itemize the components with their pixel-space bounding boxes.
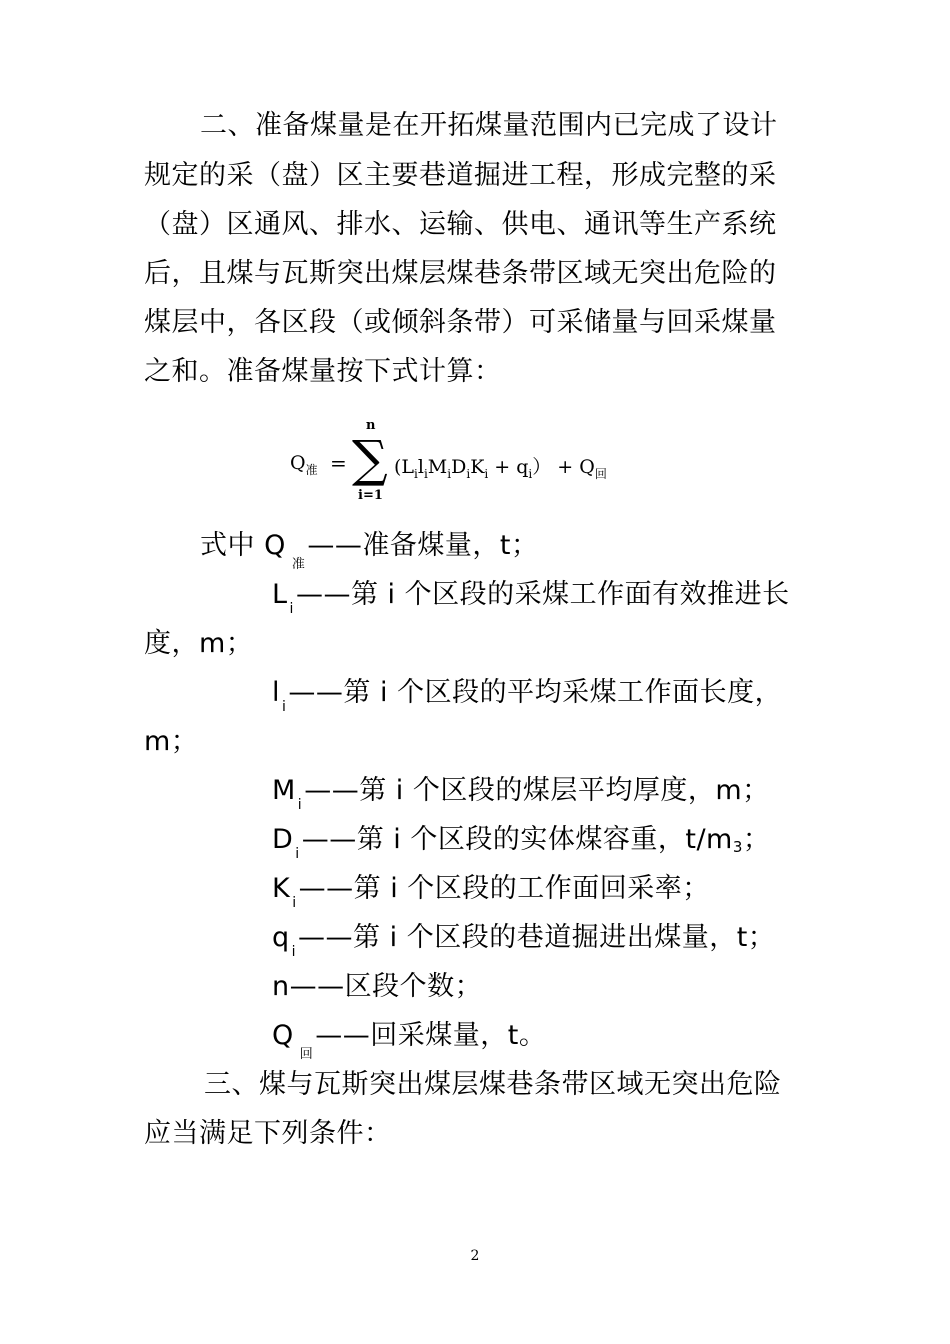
summation-sign: ∑ <box>352 430 388 488</box>
def-q-prep: 式中 $Q_准——$准备煤量，t； <box>200 530 539 572</box>
formula-upper-limit: n <box>366 418 376 433</box>
def-q-recovery: $Q_回——$回采煤量，t。 <box>272 1020 547 1062</box>
para2-line-1: 二、准备煤量是在开拓煤量范围内已完成了设计 <box>200 110 778 141</box>
formula-equals: = <box>330 451 347 475</box>
para2-line-5: 煤层中，各区段（或倾斜条带）可采储量与回采煤量 <box>144 307 777 338</box>
para3-line-1: 三、煤与瓦斯突出煤层煤巷条带区域无突出危险 <box>204 1069 782 1100</box>
def-q: q $_i$——第 i 个区段的巷道掘进出煤量，t； <box>272 922 776 960</box>
def-n: n——区段个数； <box>272 971 483 1002</box>
formula-image <box>290 418 690 510</box>
para2-line-3: （盘）区通风、排水、运输、供电、通讯等生产系统 <box>144 209 777 240</box>
def-D: D $_i$——第 i 个区段的实体煤容重，t/m3； <box>272 824 771 862</box>
para2-line-4: 后，且煤与瓦斯突出煤层煤巷条带区域无突出危险的 <box>144 258 777 289</box>
formula-lhs: $Q_准$ <box>290 452 318 477</box>
para2-line-2: 规定的采（盘）区主要巷道掘进工程，形成完整的采 <box>144 160 777 191</box>
def-l: l $_i$——第 i 个区段的平均采煤工作面长度， <box>272 677 783 715</box>
def-L: L $_i$——第 i 个区段的采煤工作面有效推进长 <box>272 579 790 617</box>
def-L-cont: 度，m； <box>144 628 254 659</box>
def-l-cont: m； <box>144 726 199 757</box>
def-K: K $_i$——第 i 个区段的工作面回采率； <box>272 873 710 911</box>
formula-lower-limit: i=1 <box>358 488 383 503</box>
def-M: M $_i$——第 i 个区段的煤层平均厚度，m； <box>272 775 770 813</box>
para2-line-6: 之和。准备煤量按下式计算： <box>144 356 502 387</box>
page-number: 2 <box>470 1248 480 1264</box>
para3-line-2: 应当满足下列条件： <box>144 1118 392 1149</box>
formula-body: $(L_il_iM_iD_iK_i + q_i) + Q_回$ <box>394 456 607 481</box>
